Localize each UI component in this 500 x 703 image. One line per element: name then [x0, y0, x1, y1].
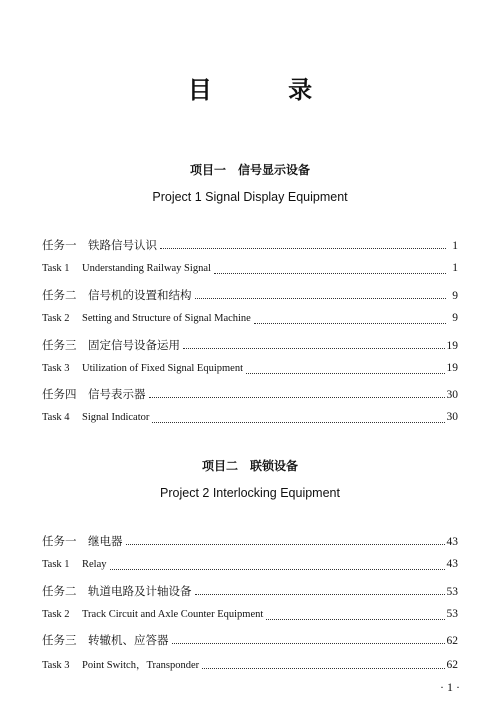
page-number: 30 [446, 389, 458, 401]
leader-dots [246, 370, 445, 374]
toc-entry-p2-t3-cn[interactable] [42, 632, 458, 648]
page-number: 53 [446, 608, 458, 620]
task-title: 轨道电路及计轴设备 [88, 584, 192, 598]
toc-entry-p1-t1-en[interactable] [42, 262, 458, 278]
leader-dots [254, 320, 446, 324]
task-title: Point Switch，Transponder [82, 660, 200, 671]
task-title: Setting and Structure of Signal Machine [82, 313, 251, 324]
page-number: 19 [446, 362, 458, 374]
task-number: 任务三 [42, 633, 77, 647]
task-number: 任务二 [42, 584, 77, 598]
task-number: 任务三 [42, 338, 77, 352]
toc-entry-p1-t2-en[interactable] [42, 312, 458, 328]
leader-dots [149, 394, 445, 398]
task-title: Understanding Railway Signal [82, 263, 211, 274]
task-title: 信号机的设置和结构 [88, 288, 192, 302]
page-number: 62 [446, 635, 458, 647]
project-2-heading [0, 459, 500, 500]
leader-dots [195, 295, 447, 299]
page-number: 30 [446, 411, 458, 423]
task-number: Task 2 [42, 313, 70, 324]
page-number: 9 [452, 290, 458, 302]
page-number: 62 [446, 659, 458, 671]
task-title: Track Circuit and Axle Counter Equipment [82, 609, 264, 620]
project-2-cn-title: 项目二 联锁设备 [201, 459, 298, 473]
leader-dots [172, 640, 445, 644]
page-title: 目 录 [187, 75, 347, 104]
toc-entry-p2-t2-cn[interactable] [42, 583, 458, 599]
toc-entry-p2-t1-en[interactable] [42, 558, 458, 574]
project-2-en-title: Project 2 Interlocking Equipment [160, 486, 340, 500]
task-number: Task 4 [42, 412, 70, 423]
leader-dots [195, 591, 445, 595]
toc-entry-p1-t4-en[interactable] [42, 411, 458, 427]
toc-entry-p1-t4-cn[interactable] [42, 386, 458, 402]
leader-dots [214, 270, 446, 274]
task-number: 任务一 [42, 534, 77, 548]
page-number: 9 [452, 312, 458, 324]
toc-entry-p2-t3-en[interactable] [42, 657, 458, 673]
leader-dots [152, 419, 444, 423]
page-number: 1 [452, 240, 458, 252]
toc-entry-p1-t3-en[interactable] [42, 362, 458, 378]
toc-entry-p1-t2-cn[interactable] [42, 287, 458, 303]
task-title: 固定信号设备运用 [88, 338, 180, 352]
task-title: 铁路信号认识 [88, 238, 157, 252]
page-footer-number: · 1 · [440, 680, 460, 694]
task-number: Task 3 [42, 363, 70, 374]
project-1-heading [0, 163, 500, 204]
leader-dots [160, 245, 446, 249]
task-title: Utilization of Fixed Signal Equipment [82, 363, 243, 374]
leader-dots [202, 665, 444, 669]
task-number: Task 1 [42, 559, 70, 570]
task-title: Relay [82, 559, 107, 570]
task-title: 信号表示器 [88, 387, 146, 401]
task-number: 任务一 [42, 238, 77, 252]
page-number: 19 [446, 340, 458, 352]
task-number: Task 2 [42, 609, 70, 620]
leader-dots [183, 345, 445, 349]
task-title: 转辙机、应答器 [88, 633, 169, 647]
page-number: 1 [452, 262, 458, 274]
toc-entry-p2-t2-en[interactable] [42, 608, 458, 624]
project-1-cn-title: 项目一 信号显示设备 [189, 163, 310, 177]
task-title: 继电器 [88, 534, 123, 548]
toc-entry-p1-t3-cn[interactable] [42, 337, 458, 353]
leader-dots [126, 541, 445, 545]
task-title: Signal Indicator [82, 412, 150, 423]
page-number: 53 [446, 586, 458, 598]
task-number: Task 1 [42, 263, 70, 274]
task-number: 任务四 [42, 387, 77, 401]
leader-dots [110, 566, 445, 570]
task-number: Task 3 [42, 660, 70, 671]
page-number: 43 [446, 536, 458, 548]
toc-entry-p2-t1-cn[interactable] [42, 533, 458, 549]
project-1-en-title: Project 1 Signal Display Equipment [152, 190, 348, 204]
toc-entry-p1-t1-cn[interactable] [42, 237, 458, 253]
task-number: 任务二 [42, 288, 77, 302]
leader-dots [266, 616, 444, 620]
page-number: 43 [446, 558, 458, 570]
